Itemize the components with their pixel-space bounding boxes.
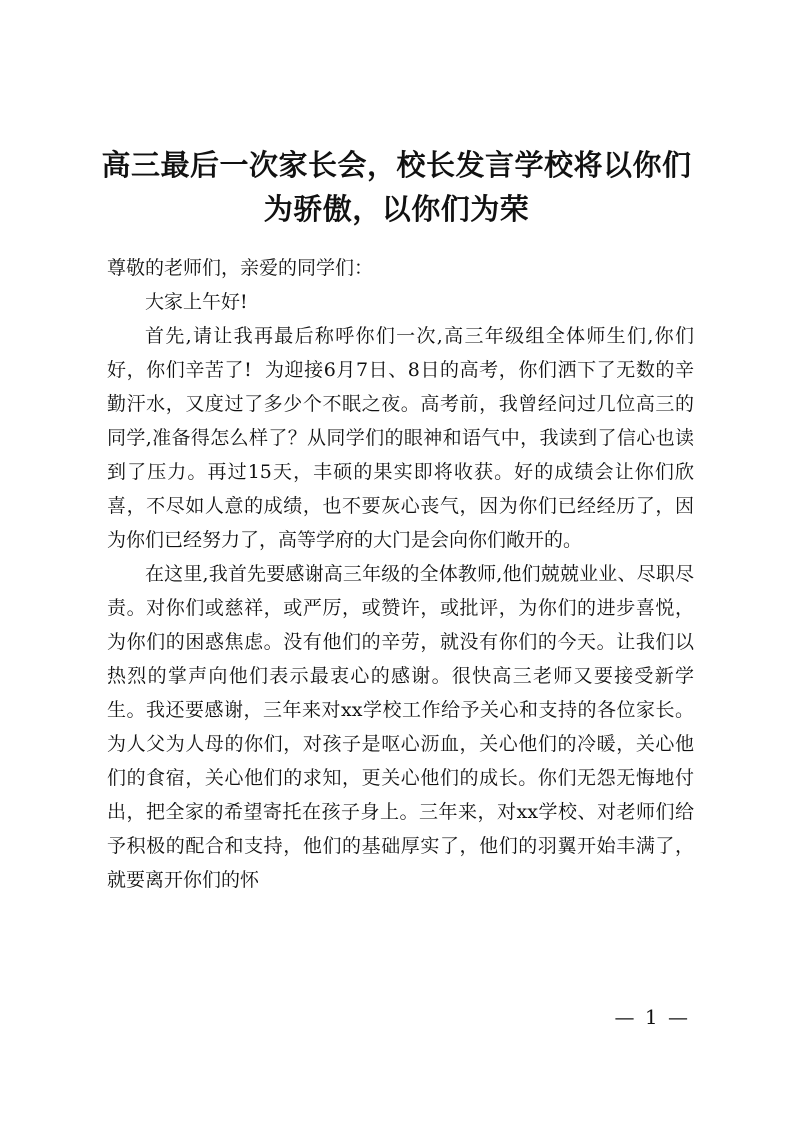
document-title xyxy=(90,143,703,231)
title-line-1: 高三最后一次家长会，校长发言学校将以你们 xyxy=(101,148,692,182)
salutation: 尊敬的老师们，亲爱的同学们： xyxy=(107,257,374,279)
page-number: — 1 — xyxy=(614,1005,690,1029)
document-body xyxy=(107,251,694,897)
greeting: 大家上午好! xyxy=(145,291,248,313)
paragraph-2: 在这里,我首先要感谢高三年级的全体教师,他们兢兢业业、尽职尽责。对你们或慈祥，或严厉，或赞许，或批评，为你们的进步喜悦，为你们的困惑焦虑。没有他们的辛劳，就没有你们的今天。让我们以热烈的掌声向他们表示最衷心的感谢。很快高三老师又要接受新学生。我还要感谢，三年来对xx学校工作给予关心和支持的各位家长。为人父为人母的你们，对孩子是呕心沥血，关心他们的冷暖，关心他们的食宿，关心他们的求知，更关心他们的成长。你们无怨无悔地付出，把全家的希望寄托在孩子身上。三年来，对xx学校、对老师们给予积极的配合和支持，他们的基础厚实了，他们的羽翼开始丰满了，就要离开你们的怀 xyxy=(107,563,694,891)
paragraph-1: 首先,请让我再最后称呼你们一次,高三年级组全体师生们,你们好，你们辛苦了! 为迎接6月7日、8日的高考，你们洒下了无数的辛勤汗水，又度过了多少个不眠之夜。高考前，我曾经问过几位高三的同学,准备得怎么样了？从同学们的眼神和语气中，我读到了信心也读到了压力。再过15天，丰硕的果实即将收获。好的成绩会让你们欣喜，不尽如人意的成绩，也不要灰心丧气，因为你们已经经历了，因为你们已经努力了，高等学府的大门是会向你们敞开的。 xyxy=(107,325,694,551)
title-line-2: 为骄傲，以你们为荣 xyxy=(263,192,530,226)
